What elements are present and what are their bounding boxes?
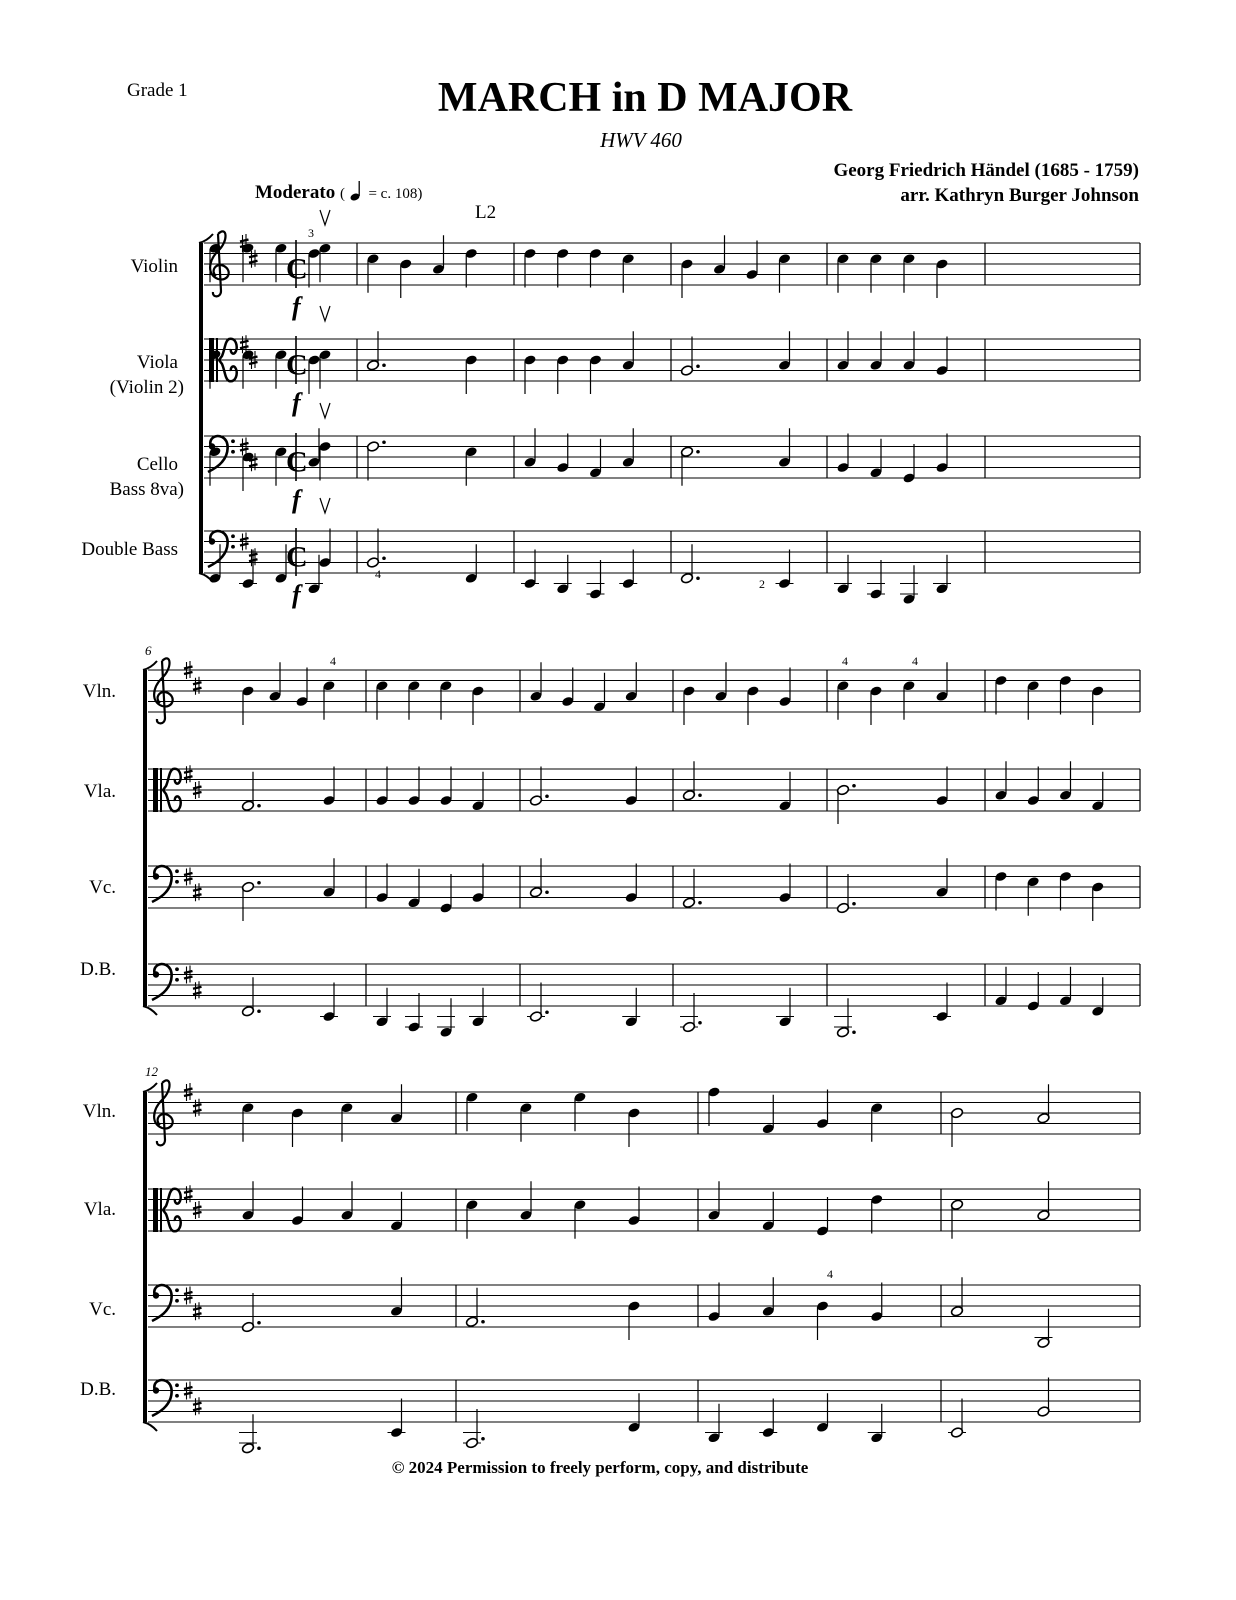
instrument-label: Violin [130, 256, 178, 277]
sharp-stroke [193, 1212, 202, 1214]
fingering-number: 4 [912, 654, 918, 668]
sharp-stroke [193, 1207, 202, 1209]
sharp-stroke [184, 771, 193, 773]
metronome-value: = c. 108) [368, 186, 423, 202]
instrument-label: Vla. [83, 1199, 116, 1220]
augmentation-dot [545, 794, 549, 798]
sharp-stroke [193, 1308, 202, 1310]
copyright-footer: © 2024 Permission to freely perform, copy, and distribute [391, 1458, 809, 1477]
fingering-number: 4 [375, 567, 381, 581]
augmentation-dot [545, 890, 549, 894]
sharp-stroke [193, 1110, 202, 1112]
augmentation-dot [257, 1009, 261, 1013]
bass-clef-curve [152, 1380, 172, 1416]
bass-clef-dot [231, 534, 235, 538]
augmentation-dot [696, 450, 700, 454]
dynamic-forte: f [292, 292, 301, 321]
augmentation-dot [696, 364, 700, 368]
bass-clef-icon [152, 1380, 179, 1416]
sharp-stroke [249, 261, 258, 263]
augmentation-dot [257, 804, 261, 808]
sharp-stroke [193, 1403, 202, 1405]
score-systems [143, 202, 1140, 1454]
augmentation-dot [382, 556, 386, 560]
bracket-hook [143, 1422, 157, 1431]
shift-marking: L2 [475, 202, 497, 223]
sharp-stroke [193, 1408, 202, 1410]
fingering-number: 4 [330, 654, 336, 668]
sharp-stroke [184, 1292, 193, 1294]
sharp-stroke [184, 1298, 193, 1300]
augmentation-dot [852, 1030, 856, 1034]
bass-clef-curve [152, 964, 172, 1000]
instrument-label: Vc. [89, 877, 116, 898]
grade-label: Grade 1 [127, 80, 188, 101]
sharp-stroke [193, 992, 202, 994]
sharp-icon [184, 765, 193, 783]
bass-clef-icon [152, 964, 179, 1000]
sharp-stroke [184, 1387, 193, 1389]
up-bow-icon [320, 403, 330, 418]
alto-clef-bar [153, 768, 158, 812]
sharp-icon [193, 1397, 202, 1415]
instrument-label: Double Bass [81, 539, 178, 560]
bass-clef-dot [175, 1299, 179, 1303]
sharp-stroke [184, 672, 193, 674]
augmentation-dot [257, 1321, 261, 1325]
dynamic-forte: f [292, 485, 301, 514]
sharp-icon [193, 1302, 202, 1320]
augmentation-dot [382, 440, 386, 444]
augmentation-dot [382, 363, 386, 367]
bass-clef-dot [175, 1394, 179, 1398]
sharp-stroke [184, 667, 193, 669]
sharp-stroke [193, 894, 202, 896]
sharp-stroke [184, 971, 193, 973]
sharp-stroke [193, 1104, 202, 1106]
sharp-stroke [193, 682, 202, 684]
sharp-icon [249, 250, 258, 268]
sharp-stroke [193, 688, 202, 690]
bass-clef-dot [175, 880, 179, 884]
sharp-stroke [193, 792, 202, 794]
alto-clef-bar [216, 338, 218, 382]
augmentation-dot [698, 1021, 702, 1025]
metronome-open: ( [339, 186, 345, 202]
augmentation-dot [481, 1437, 485, 1441]
sharp-icon [240, 335, 249, 353]
cut-time-icon: C [286, 540, 308, 574]
page-title: MARCH in D MAJOR [437, 75, 853, 121]
augmentation-dot [257, 881, 261, 885]
alto-clef-bar [160, 768, 162, 812]
augmentation-dot [481, 1320, 485, 1324]
sharp-icon [193, 677, 202, 695]
augmentation-dot [257, 1446, 261, 1450]
sharp-icon [193, 981, 202, 999]
sharp-stroke [249, 464, 258, 466]
instrument-label: D.B. [80, 1379, 116, 1400]
fingering-number: 2 [759, 577, 765, 591]
augmentation-dot [696, 576, 700, 580]
sharp-stroke [184, 977, 193, 979]
sharp-stroke [240, 449, 249, 451]
up-bow-icon [320, 210, 330, 225]
augmentation-dot [698, 793, 702, 797]
measure-number: 12 [145, 1064, 158, 1079]
bracket-hook [143, 661, 157, 670]
bass-clef-curve [152, 866, 172, 902]
bass-clef-dot [175, 1383, 179, 1387]
augmentation-dot [852, 902, 856, 906]
sharp-stroke [240, 443, 249, 445]
fingering-number: 4 [827, 1267, 833, 1281]
instrument-label: (Violin 2) [109, 377, 184, 398]
instrument-label: Vln. [82, 681, 116, 702]
cut-time-icon: C [286, 348, 308, 382]
bracket-hook [143, 1083, 157, 1092]
instrument-label: Bass 8va) [109, 479, 184, 500]
bracket-hook [199, 234, 213, 243]
fingering-number: 4 [842, 654, 848, 668]
augmentation-dot [545, 1010, 549, 1014]
alto-clef-bar [160, 1188, 162, 1232]
composer-credit: Georg Friedrich Händel (1685 - 1759) [833, 160, 1139, 181]
catalog-number: HWV 460 [600, 128, 682, 152]
instrument-label: Viola [136, 352, 178, 373]
sharp-stroke [184, 1393, 193, 1395]
sharp-stroke [184, 776, 193, 778]
cut-time-icon: C [286, 252, 308, 286]
bass-clef-icon [152, 866, 179, 902]
bass-clef-curve [152, 1285, 172, 1321]
dynamic-forte: f [292, 580, 301, 609]
cut-time-icon: C [286, 445, 308, 479]
sharp-stroke [193, 889, 202, 891]
tempo-word: Moderato [255, 182, 336, 203]
up-bow-icon [320, 306, 330, 321]
sharp-icon [184, 1185, 193, 1203]
instrument-label: Vc. [89, 1299, 116, 1320]
sharp-stroke [240, 341, 249, 343]
augmentation-dot [852, 784, 856, 788]
sharp-stroke [193, 987, 202, 989]
measure-number: 6 [145, 643, 152, 658]
alto-clef-bar [153, 1188, 158, 1232]
arranger-credit: arr. Kathryn Burger Johnson [900, 185, 1139, 206]
fingering-number: 3 [308, 226, 314, 240]
sharp-stroke [184, 1196, 193, 1198]
sharp-stroke [184, 873, 193, 875]
sharp-stroke [240, 538, 249, 540]
sharp-stroke [240, 544, 249, 546]
instrument-label: Vla. [83, 781, 116, 802]
instrument-label: Cello [136, 454, 178, 475]
sharp-stroke [240, 346, 249, 348]
sharp-stroke [184, 1094, 193, 1096]
up-bow-icon [320, 498, 330, 513]
sharp-stroke [184, 879, 193, 881]
sharp-icon [193, 1099, 202, 1117]
bass-clef-dot [175, 1288, 179, 1292]
bass-clef-dot [231, 545, 235, 549]
sharp-stroke [184, 1191, 193, 1193]
sharp-stroke [249, 255, 258, 257]
bass-clef-icon [208, 531, 235, 567]
bracket-hook [143, 1006, 157, 1015]
sharp-stroke [184, 1089, 193, 1091]
sharp-stroke [240, 240, 249, 242]
sharp-stroke [249, 362, 258, 364]
bass-clef-dot [231, 439, 235, 443]
sharp-stroke [193, 1313, 202, 1315]
sharp-icon [193, 883, 202, 901]
instrument-labels [80, 256, 184, 1400]
instrument-label: D.B. [80, 959, 116, 980]
instrument-label: Vln. [82, 1101, 116, 1122]
bass-clef-icon [152, 1285, 179, 1321]
augmentation-dot [698, 901, 702, 905]
sharp-stroke [193, 787, 202, 789]
bass-clef-dot [175, 869, 179, 873]
bass-clef-dot [175, 967, 179, 971]
bass-clef-dot [231, 450, 235, 454]
bass-clef-curve [208, 531, 228, 567]
bass-clef-dot [175, 978, 179, 982]
dynamic-forte: f [292, 388, 301, 417]
